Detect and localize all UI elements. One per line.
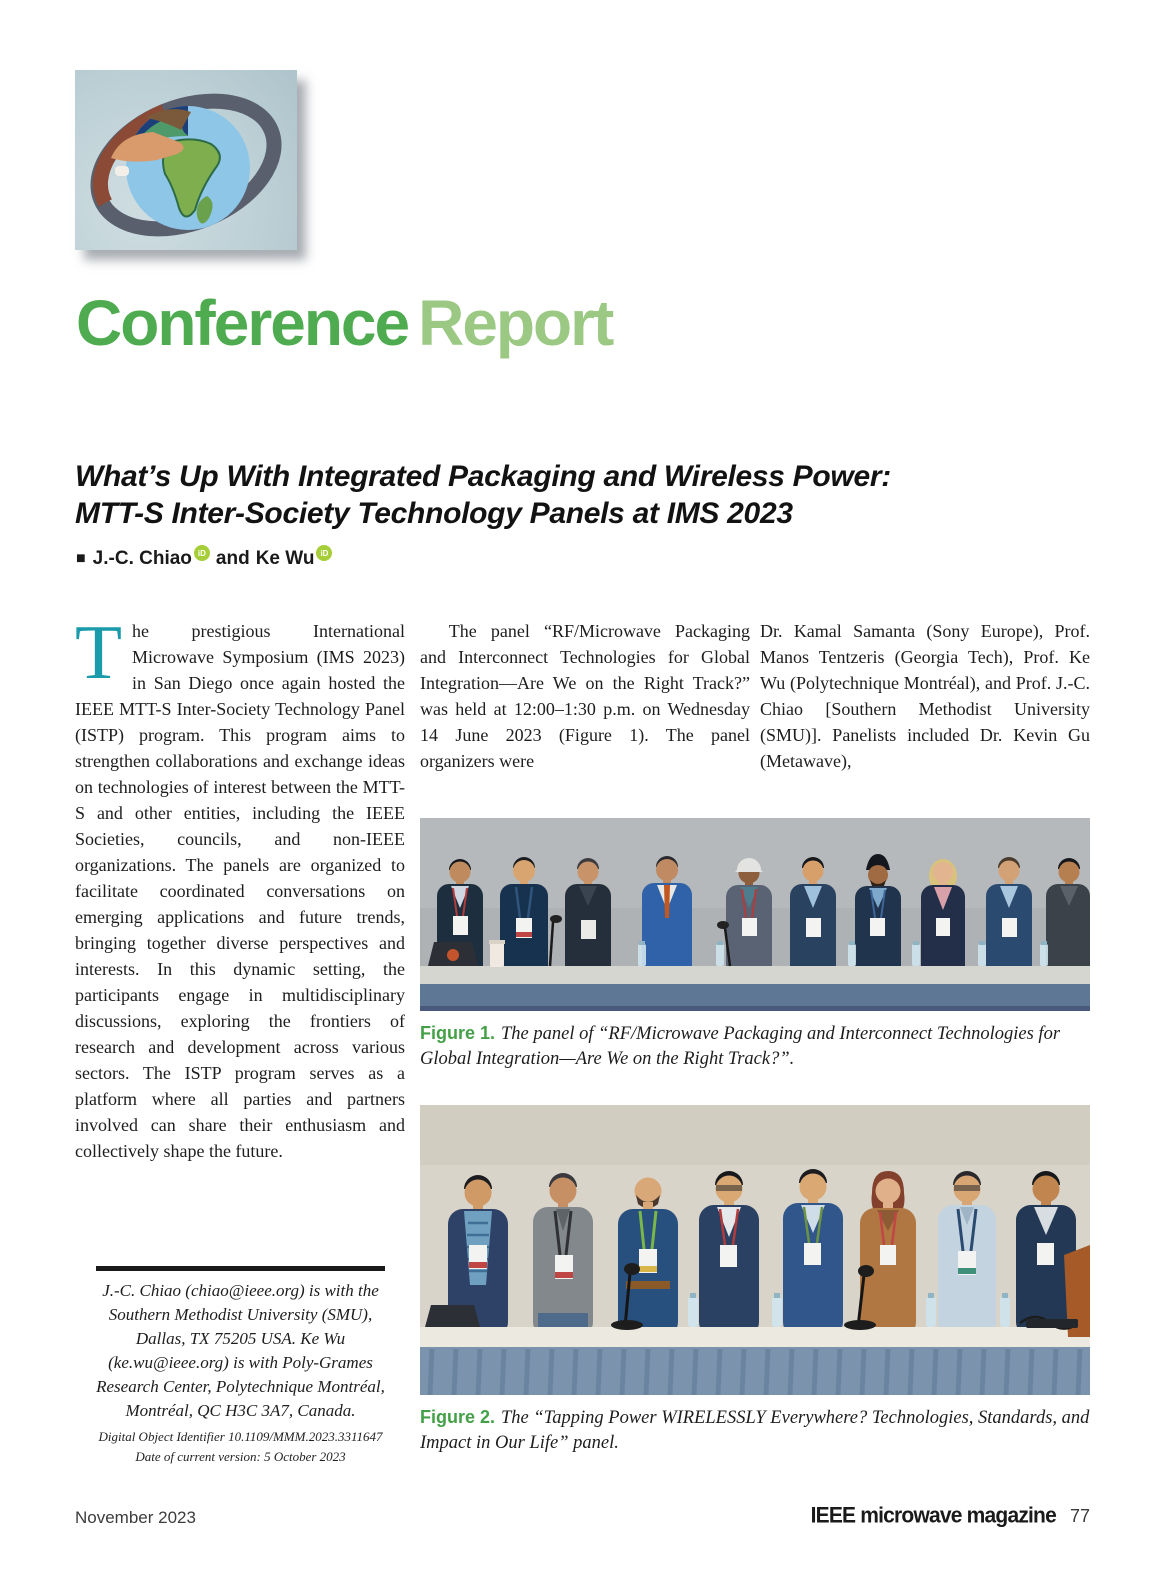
footer-magazine-block bbox=[811, 1504, 1090, 1528]
figure1-label: Figure 1. bbox=[420, 1023, 496, 1043]
section-title-word2: Report bbox=[418, 287, 613, 359]
panelists-paragraph: Dr. Kamal Samanta (Sony Europe), Prof. Manos Tentzeris (Georgia Tech), Prof. Ke Wu (Polytechnique Montréal), and Prof. J.-C. Chiao [Southern Methodist University (SMU)]. Panelists included Dr. Kevin Gu (Metawave), bbox=[760, 621, 1090, 771]
version-date-line: Date of current version: 5 October 2023 bbox=[135, 1449, 346, 1464]
intro-paragraph-text: he prestigious International Microwave Symposium (IMS 2023) in San Diego once again hosted the IEEE MTT-S Inter-Society Technology Panel (ISTP) program. This program aims to strengthen collaborations and exchange ideas on technologies of interest between the MTT-S and other entities, including the IEEE Societies, councils, and non-IEEE organizations. The panels are organized to facilitate coordinated conversations on emerging applications and future trends, bringing together diverse perspectives and interests. In this dynamic setting, the participants engage in multidisciplinary discussions, exploring the frontiers of research and development across various sectors. The ISTP program serves as a platform where all parties and partners involved can share their enthusiasm and collectively shape the future. bbox=[75, 621, 405, 1161]
author-byline bbox=[76, 548, 332, 570]
figure2-caption-text: The “Tapping Power WIRELESSLY Everywhere? Technologies, Standards, and Impact in Our Life” panel. bbox=[420, 1408, 1090, 1453]
body-column-1 bbox=[75, 609, 405, 1164]
figure-1 bbox=[420, 818, 1090, 1072]
author-name-wu: Ke Wu bbox=[255, 548, 315, 569]
magazine-wordmark: IEEE microwave magazine bbox=[810, 1503, 1056, 1528]
orcid-icon-wu[interactable]: iD bbox=[316, 545, 332, 561]
intro-paragraph bbox=[75, 609, 405, 1164]
figure1-caption bbox=[420, 1021, 1090, 1072]
body-column-3 bbox=[760, 618, 1090, 774]
orcid-icon-chiao[interactable]: iD bbox=[194, 545, 210, 561]
figure2-photo bbox=[420, 1105, 1090, 1395]
affiliation-text: J.-C. Chiao (chiao@ieee.org) is with the Southern Methodist University (SMU), Dallas, TX 75205 USA. Ke Wu (ke.wu@ieee.org) is with Poly-Grames Research Center, Polytechnique Montréal, Montréal, QC H3C 3A7, Canada. bbox=[96, 1281, 385, 1420]
affiliation-footnote bbox=[88, 1266, 393, 1467]
dropcap-letter: T bbox=[75, 609, 123, 695]
article-title bbox=[75, 458, 1055, 532]
conference-report-logo bbox=[75, 70, 297, 250]
section-title bbox=[76, 288, 612, 358]
article-title-line2: MTT-S Inter-Society Technology Panels at IMS 2023 bbox=[75, 497, 793, 530]
figure1-caption-text: The panel of “RF/Microwave Packaging and Interconnect Technologies for Global Integration—Are We on the Right Track?”. bbox=[420, 1024, 1061, 1069]
footnote-rule bbox=[96, 1266, 385, 1271]
figure2-caption bbox=[420, 1405, 1090, 1456]
author-separator: and bbox=[215, 548, 250, 569]
author-name-chiao: J.-C. Chiao bbox=[92, 548, 192, 569]
section-title-word1: Conference bbox=[76, 287, 409, 359]
doi-line: Digital Object Identifier 10.1109/MMM.2023.3311647 bbox=[98, 1429, 383, 1444]
body-column-2 bbox=[420, 618, 750, 774]
byline-square-bullet: ■ bbox=[76, 550, 86, 567]
figure1-photo bbox=[420, 818, 1090, 1011]
figure-2 bbox=[420, 1105, 1090, 1456]
panel1-paragraph: The panel “RF/Microwave Packaging and Interconnect Technologies for Global Integration—Are We on the Right Track?” was held at 12:00–1:30 p.m. on Wednesday 14 June 2023 (Figure 1). The panel organizers were bbox=[420, 621, 750, 771]
article-title-line1: What’s Up With Integrated Packaging and Wireless Power: bbox=[75, 460, 891, 493]
page-number: 77 bbox=[1069, 1506, 1090, 1526]
footer-issue-date: November 2023 bbox=[75, 1508, 196, 1527]
figure2-label: Figure 2. bbox=[420, 1407, 496, 1427]
globe-hands-illustration bbox=[75, 70, 297, 250]
